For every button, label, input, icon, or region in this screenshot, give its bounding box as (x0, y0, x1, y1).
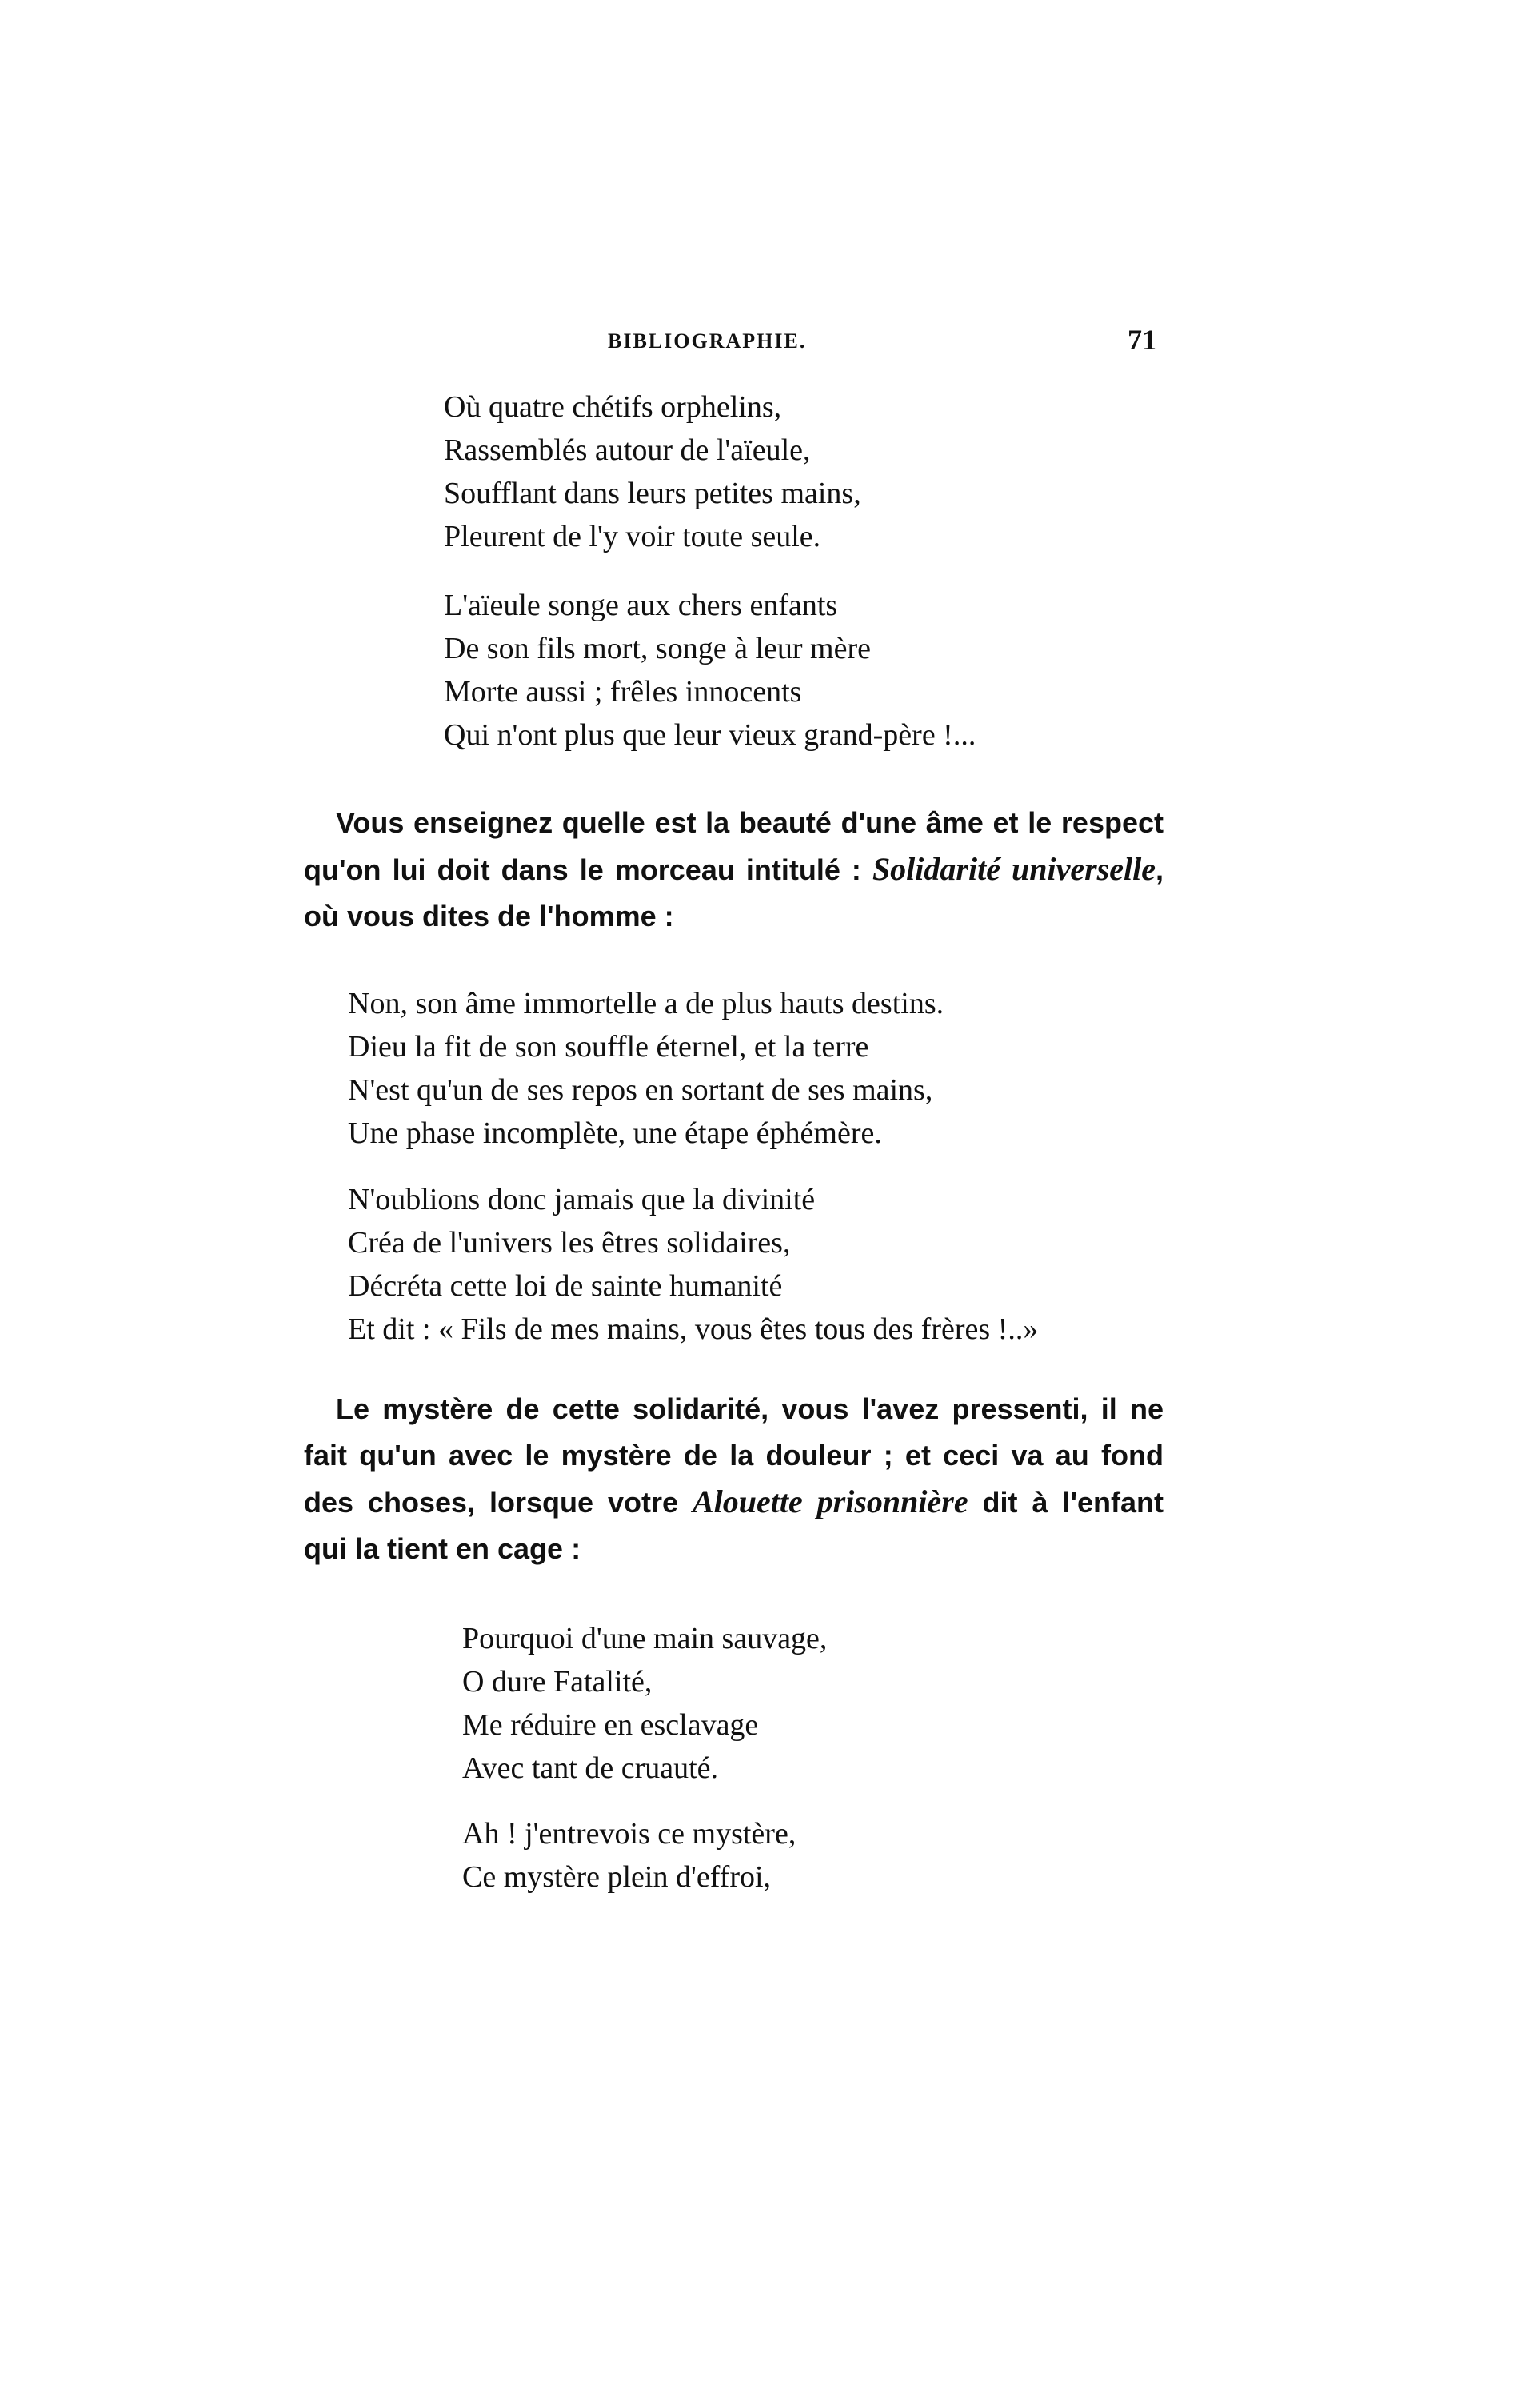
page-number: 71 (1128, 324, 1156, 356)
prose-paragraph-2 (304, 1386, 1164, 1572)
poem-3-stanza-1 (462, 1617, 827, 1790)
verse-line: Morte aussi ; frêles innocents (444, 675, 802, 709)
verse-line: Me réduire en esclavage (462, 1708, 759, 1742)
verse-line: L'aïeule songe aux chers enfants (444, 589, 838, 622)
verse-line: Non, son âme immortelle a de plus hauts destins. (348, 987, 944, 1020)
verse-line: Une phase incomplète, une étape éphémère. (348, 1116, 882, 1150)
poem-2-stanza-2 (348, 1178, 1038, 1351)
prose-paragraph-1 (304, 800, 1164, 940)
verse-line: Ah ! j'entrevois ce mystère, (462, 1817, 796, 1851)
paragraph-text: Le mystère de cette solidarité, vous l'avez pressenti, il ne fait qu'un avec le mystère de la douleur ; et ceci va au fond des choses, lorsque votre Alouette prisonnière dit à l'enfant qui la tient en cage : (304, 1392, 1164, 1565)
verse-line: Qui n'ont plus que leur vieux grand-père !... (444, 718, 976, 752)
verse-line: Ce mystère plein d'effroi, (462, 1860, 772, 1894)
verse-line: Décréta cette loi de sainte humanité (348, 1269, 783, 1303)
poem-1-stanza-2 (444, 584, 976, 757)
poem-2-stanza-1 (348, 982, 944, 1155)
running-title: BIBLIOGRAPHIE. (608, 329, 807, 353)
verse-line: Et dit : « Fils de mes mains, vous êtes tous des frères !..» (348, 1312, 1039, 1346)
poem-1-stanza-1 (444, 385, 861, 558)
poem-3-stanza-2 (462, 1812, 796, 1899)
verse-line: N'est qu'un de ses repos en sortant de ses mains, (348, 1073, 933, 1107)
verse-line: Pourquoi d'une main sauvage, (462, 1622, 828, 1655)
verse-line: N'oublions donc jamais que la divinité (348, 1183, 816, 1216)
verse-line: Créa de l'univers les êtres solidaires, (348, 1226, 791, 1260)
verse-line: Pleurent de l'y voir toute seule. (444, 520, 821, 553)
verse-line: Rassemblés autour de l'aïeule, (444, 433, 811, 467)
verse-line: O dure Fatalité, (462, 1665, 653, 1699)
verse-line: De son fils mort, songe à leur mère (444, 632, 871, 665)
paragraph-text: Vous enseignez quelle est la beauté d'une âme et le respect qu'on lui doit dans le morceau intitulé : Solidarité universelle, où vous dites de l'homme : (304, 806, 1164, 932)
verse-line: Où quatre chétifs orphelins, (444, 390, 782, 424)
verse-line: Soufflant dans leurs petites mains, (444, 477, 861, 510)
verse-line: Dieu la fit de son souffle éternel, et la terre (348, 1030, 869, 1064)
verse-line: Avec tant de cruauté. (462, 1751, 719, 1785)
